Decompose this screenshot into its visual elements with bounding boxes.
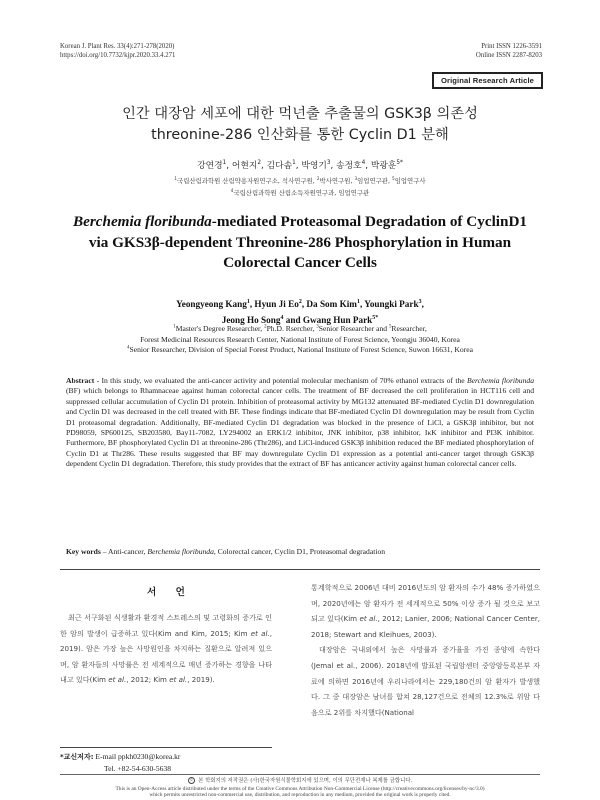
english-title-line2: via GKS3β-dependent Threonine-286 Phosphorylation in Human — [88, 233, 512, 251]
correspondence-tel: Tel. +82-54-630-5638 — [104, 764, 172, 773]
author-name: Youngki Park$^3$ — [364, 298, 422, 309]
english-affiliation-line2: Forest Medicinal Resources Research Center, National Institute of Forest Science, Yeongju 36040, Korea — [140, 334, 460, 344]
author-name: 강연경$^1$ — [197, 160, 227, 171]
journal-doi[interactable]: https://doi.org/10.7732/kjpr.2020.33.4.271 — [60, 52, 176, 59]
online-issn: Online ISSN 2287-8203 — [475, 52, 542, 59]
korean-affiliation-line1: $^1$국립산림과학원 산림약용자원연구소, 석사연구원, $^2$박사연구원, $^3$임업연구관, $^5$임업연구사 — [174, 175, 426, 185]
left-column — [60, 578, 272, 688]
license-line2: which permits unrestricted non-commercial use, distribution, and reproduction in any medium, provided the original work is properly cited. — [149, 792, 451, 799]
english-title — [40, 212, 560, 274]
korean-title-line2: threonine-286 인산화를 통한 Cyclin D1 분해 — [151, 127, 449, 143]
author-name: 김다솜$^1$ — [266, 160, 296, 171]
journal-header-left — [60, 42, 175, 60]
footer-copyright: © 본 학회지의 저작권은 (사)한국자원식물학회지에 있으며, 이의 무단전재나 복제를 금합니다. — [189, 777, 413, 784]
author-name: Yeongyeong Kang$^1$ — [176, 298, 250, 309]
abstract-label: Abstract — [66, 376, 95, 385]
section-divider — [60, 569, 540, 570]
english-title-line1: Berchemia floribunda-mediated Proteasomal Degradation of CyclinD1 — [72, 213, 528, 230]
english-authors-line1: Yeongyeong Kang$^1$, Hyun Ji Eo$^2$, Da Som Kim$^1$, Youngki Park$^3$, — [176, 298, 424, 309]
author-name: Hyun Ji Eo$^2$ — [254, 298, 302, 309]
author-name: Gwang Hun Park$^{5*}$ — [302, 314, 379, 325]
korean-title — [40, 104, 560, 146]
print-issn: Print ISSN 1226-3591 — [481, 43, 542, 50]
author-name: Da Som Kim$^1$ — [306, 298, 360, 309]
english-affiliation-line1: $^1$Master's Degree Researcher, $^2$Ph.D. Rsercher, $^3$Senior Researcher and $^5$Researcher, — [173, 324, 427, 333]
correspondence-email-line — [60, 751, 272, 763]
keywords-label: Key words — [66, 547, 101, 556]
author-name: 송정호$^4$ — [336, 160, 366, 171]
correspondence-email[interactable]: E-mail ppkh0230@korea.kr — [93, 752, 181, 761]
section-heading-intro: 서 언 — [147, 587, 193, 598]
footer-divider — [60, 774, 540, 775]
correspondence — [60, 747, 272, 774]
right-column — [311, 580, 540, 720]
intro-paragraph-1: 최근 서구화된 식생활과 환경적 스트레스의 및 고령화의 증가로 인한 암의 발생이 급증하고 있다(Kim and Kim, 2015; Kim et al., 2019). 암은 가장 높은 사망원인을 차지하는 질환으로 알려져 있으며, 암 환자들의 사망률은 전 세계적으로 매년 증가하는 경향을 나타내고 있다(Kim et al., 2012; Kim et al., 2019). — [60, 613, 272, 685]
article-type-badge: Original Research Article — [433, 73, 542, 88]
footer-license — [40, 786, 560, 799]
english-affiliations — [40, 324, 560, 356]
english-affiliation-line3: $^4$Senior Researcher, Division of Special Forest Product, National Institute of Forest Science, Suwon 16631, Korea — [127, 345, 473, 354]
copyright-icon: © — [188, 777, 195, 784]
author-name: 어현지$^2$ — [231, 160, 262, 171]
korean-authors: 강연경$^1$, 어현지$^2$, 김다솜$^1$, 박영기$^3$, 송정호$^4$, 박광훈$^{5*}$ — [197, 160, 403, 171]
correspondence-label: *교신저자: — [60, 753, 94, 761]
english-authors-line2: Jeong Ho Song$^4$ and Gwang Hun Park$^{5*}$ — [221, 314, 379, 325]
keywords: Key words – Anti-cancer, Berchemia floribunda, Colorectal cancer, Cyclin D1, Proteasomal degradation — [66, 547, 386, 556]
author-name: 박영기$^3$ — [301, 160, 331, 171]
license-line1: This is an Open-Access article distributed under the terms of the Creative Commons Attribution Non-Commercial License (http://creativecommons.org/licenses/by-nc/3.0) — [115, 786, 485, 792]
korean-affiliations — [0, 175, 600, 199]
journal-citation: Korean J. Plant Res. 33(4):271-278(2020) — [60, 43, 175, 50]
author-name: Jeong Ho Song$^4$ — [221, 314, 284, 325]
korean-affiliation-line2: $^4$국립산림과학원 산림소득자원연구과, 임업연구관 — [230, 187, 370, 197]
abstract: Abstract - In this study, we evaluated the anti-cancer activity and potential molecular mechanism of 70% ethanol extracts of the Berchemia floribunda (BF) which belongs to Rhamnaceae against human colorectal cancer cells. The treatment of BF decreased the cell proliferation in HCT116 cell and suppressed cellular accumulation of Cyclin D1 protein. Inhibition of proteasomal activity by MG132 attenuated BF-mediated Cyclin D1 downregulation and Cyclin D1 was decreased in the cell treated with BF. These findings indicate that BF-mediated Cyclin D1 downregulation may be result from Cyclin D1 proteasomal degradation. Additionally, BF-mediated Cyclin D1 degradation was blocked in the presence of LiCl, a GSK3β inhibitor, but not PD98059, SP600125, SB203580, Bay11-7082, LY294002 an ERK1/2 inhibitor, JNK inhibitor, p38 inhibitor, IκK inhibitor and PI3K inhibitor. Furthermore, BF phosphorylated Cyclin D1 at threonine-286 (Thr286), and LiCl-induced GSK3β inhibition reduced the BF mediated phosphorylation of Cyclin D1 at Thr286. These results suggested that BF may downregulate Cyclin D1 expression as a potential anti-cancer target through GSK3β dependent Cyclin D1 degradation. Therefore, this study provides that the extract of BF has anticancer activity against human colorectal cancer cells. — [66, 376, 534, 469]
intro-paragraph-2: 통계학적으로 2006년 대비 2016년도의 암 환자의 수가 48% 증가하였으며, 2020년에는 암 환자가 전 세계적으로 50% 이상 증가 될 것으로 보고되고 있다(Kim et al., 2012; Lanier, 2006; National Cancer Center, 2018; Stewart and Kleihues, 2003). — [311, 583, 540, 639]
korean-title-line1: 인간 대장암 세포에 대한 먹넌출 추출물의 GSK3β 의존성 — [122, 106, 478, 122]
intro-paragraph-3: 대장암은 국내외에서 높은 사망률과 증가율을 가진 종양에 속한다(Jemal et al., 2006). 2018년에 발표된 국립암센터 중앙암등록본부 자료에 의하면 2016년에 우리나라에서는 229,180건의 암 환자가 발생했다. 그 중 대장암은 남녀를 합쳐 28,127건으로 전체의 12.3%로 위암 다음으로 2위를 차지했다(National — [311, 645, 540, 717]
journal-header-right — [476, 42, 542, 60]
english-title-line3: Colorectal Cancer Cells — [223, 254, 377, 271]
author-name: 박광훈$^{5*}$ — [370, 160, 403, 171]
